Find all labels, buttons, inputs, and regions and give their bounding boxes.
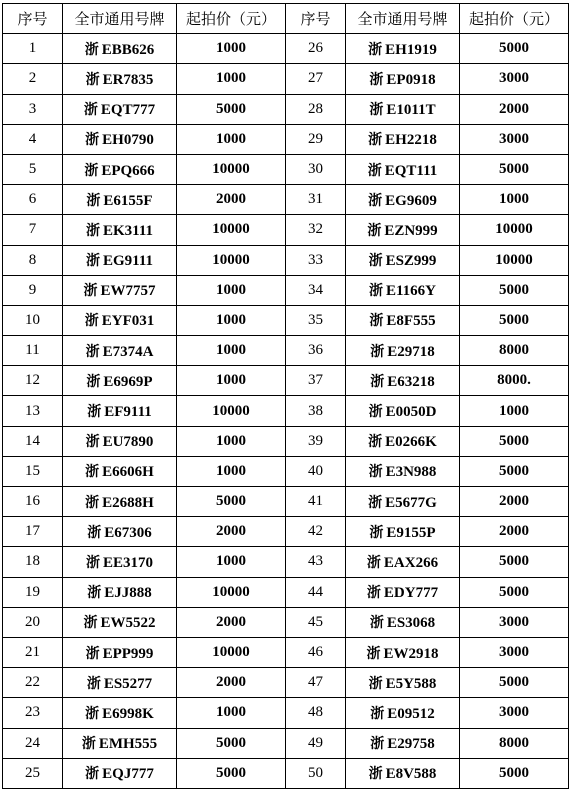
header-row — [3, 4, 569, 34]
starting-price-left: 1000 — [177, 547, 286, 577]
plate-number: EP0918 — [386, 71, 436, 88]
starting-price-right: 2000 — [460, 94, 569, 124]
table-row — [3, 637, 569, 667]
starting-price-left: 5000 — [177, 728, 286, 758]
plate-number: E3N988 — [385, 464, 437, 481]
starting-price-right: 2000 — [460, 517, 569, 547]
row-index-left: 9 — [3, 275, 63, 305]
plate-number: E8F555 — [386, 313, 436, 330]
table-row — [3, 275, 569, 305]
row-index-right: 48 — [286, 698, 346, 728]
table-row — [3, 426, 569, 456]
starting-price-left: 10000 — [177, 245, 286, 275]
starting-price-right: 8000 — [460, 728, 569, 758]
province-prefix: 浙 — [370, 736, 385, 753]
row-index-left: 23 — [3, 698, 63, 728]
table-row — [3, 456, 569, 486]
header-index-left: 序号 — [3, 4, 63, 34]
table-row — [3, 607, 569, 637]
starting-price-right: 1000 — [460, 185, 569, 215]
plate-cell-left — [63, 668, 177, 698]
plate-cell-right — [346, 668, 460, 698]
row-index-left: 2 — [3, 64, 63, 94]
table-row — [3, 305, 569, 335]
table-row — [3, 758, 569, 788]
starting-price-left: 1000 — [177, 366, 286, 396]
province-prefix: 浙 — [368, 404, 383, 421]
province-prefix: 浙 — [84, 41, 99, 58]
row-index-right: 37 — [286, 366, 346, 396]
starting-price-left: 1000 — [177, 34, 286, 64]
table-row — [3, 547, 569, 577]
plate-number: ES3068 — [386, 615, 436, 632]
province-prefix: 浙 — [86, 373, 101, 390]
plate-cell-left — [63, 215, 177, 245]
province-prefix: 浙 — [368, 132, 383, 149]
header-plate-left: 全市通用号牌 — [63, 4, 177, 34]
row-index-right: 49 — [286, 728, 346, 758]
plate-number: EH0790 — [102, 132, 154, 149]
plate-number: EQT777 — [100, 102, 156, 119]
starting-price-right: 1000 — [460, 396, 569, 426]
province-prefix: 浙 — [85, 494, 100, 511]
province-prefix: 浙 — [83, 102, 98, 119]
plate-cell-right — [346, 305, 460, 335]
plate-cell-right — [346, 396, 460, 426]
starting-price-right: 5000 — [460, 758, 569, 788]
plate-cell-right — [346, 336, 460, 366]
table-body — [3, 34, 569, 789]
row-index-left: 14 — [3, 426, 63, 456]
row-index-right: 31 — [286, 185, 346, 215]
row-index-left: 5 — [3, 154, 63, 184]
row-index-left: 12 — [3, 366, 63, 396]
starting-price-right: 5000 — [460, 456, 569, 486]
starting-price-right: 5000 — [460, 577, 569, 607]
plate-number: EQT111 — [384, 162, 438, 179]
row-index-right: 29 — [286, 124, 346, 154]
province-prefix: 浙 — [83, 615, 98, 632]
row-index-right: 34 — [286, 275, 346, 305]
plate-cell-left — [63, 34, 177, 64]
plate-number: EJJ888 — [104, 585, 152, 602]
row-index-right: 50 — [286, 758, 346, 788]
row-index-right: 28 — [286, 94, 346, 124]
row-index-left: 17 — [3, 517, 63, 547]
table-row — [3, 517, 569, 547]
starting-price-left: 1000 — [177, 64, 286, 94]
plate-number: EDY777 — [383, 585, 439, 602]
starting-price-right: 3000 — [460, 698, 569, 728]
starting-price-right: 3000 — [460, 607, 569, 637]
plate-number: EH1919 — [385, 41, 437, 58]
province-prefix: 浙 — [87, 585, 102, 602]
plate-cell-left — [63, 305, 177, 335]
province-prefix: 浙 — [85, 766, 100, 783]
row-index-right: 32 — [286, 215, 346, 245]
plate-number: E6606H — [102, 464, 154, 481]
plate-number: E1011T — [386, 102, 436, 119]
table-row — [3, 124, 569, 154]
table-row — [3, 668, 569, 698]
plate-cell-left — [63, 124, 177, 154]
row-index-right: 26 — [286, 34, 346, 64]
starting-price-right: 5000 — [460, 154, 569, 184]
plate-number: EPP999 — [102, 645, 154, 662]
province-prefix: 浙 — [368, 283, 383, 300]
starting-price-left: 1000 — [177, 426, 286, 456]
row-index-right: 46 — [286, 637, 346, 667]
plate-cell-left — [63, 517, 177, 547]
plate-cell-left — [63, 245, 177, 275]
province-prefix: 浙 — [85, 645, 100, 662]
province-prefix: 浙 — [86, 192, 101, 209]
province-prefix: 浙 — [85, 222, 100, 239]
row-index-left: 1 — [3, 34, 63, 64]
plate-cell-left — [63, 396, 177, 426]
plate-number: E5677G — [385, 494, 437, 511]
row-index-left: 11 — [3, 336, 63, 366]
row-index-left: 24 — [3, 728, 63, 758]
starting-price-right: 8000 — [460, 336, 569, 366]
province-prefix: 浙 — [85, 132, 100, 149]
row-index-right: 40 — [286, 456, 346, 486]
province-prefix: 浙 — [86, 675, 101, 692]
starting-price-right: 3000 — [460, 64, 569, 94]
row-index-right: 42 — [286, 517, 346, 547]
starting-price-left: 10000 — [177, 577, 286, 607]
starting-price-left: 1000 — [177, 124, 286, 154]
province-prefix: 浙 — [366, 645, 381, 662]
row-index-right: 35 — [286, 305, 346, 335]
table-row — [3, 487, 569, 517]
plate-cell-right — [346, 94, 460, 124]
row-index-left: 19 — [3, 577, 63, 607]
table-row — [3, 215, 569, 245]
plate-number: EPQ666 — [101, 162, 155, 179]
row-index-right: 45 — [286, 607, 346, 637]
plate-cell-right — [346, 547, 460, 577]
table-row — [3, 396, 569, 426]
province-prefix: 浙 — [369, 313, 384, 330]
plate-cell-right — [346, 34, 460, 64]
plate-cell-right — [346, 64, 460, 94]
plate-cell-left — [63, 154, 177, 184]
plate-cell-right — [346, 456, 460, 486]
plate-number: EQJ777 — [102, 766, 154, 783]
row-index-left: 21 — [3, 637, 63, 667]
starting-price-right: 5000 — [460, 668, 569, 698]
plate-cell-right — [346, 124, 460, 154]
starting-price-left: 1000 — [177, 305, 286, 335]
plate-cell-left — [63, 94, 177, 124]
plate-cell-left — [63, 758, 177, 788]
starting-price-right: 10000 — [460, 215, 569, 245]
row-index-left: 6 — [3, 185, 63, 215]
starting-price-right: 5000 — [460, 305, 569, 335]
plate-number: EF9111 — [104, 404, 152, 421]
province-prefix: 浙 — [87, 524, 102, 541]
province-prefix: 浙 — [369, 615, 384, 632]
starting-price-right: 8000. — [460, 366, 569, 396]
row-index-right: 38 — [286, 396, 346, 426]
starting-price-right: 2000 — [460, 487, 569, 517]
plate-number: EYF031 — [101, 313, 155, 330]
province-prefix: 浙 — [85, 343, 100, 360]
plate-cell-right — [346, 698, 460, 728]
table-row — [3, 577, 569, 607]
starting-price-left: 1000 — [177, 336, 286, 366]
table-row — [3, 366, 569, 396]
plate-cell-left — [63, 698, 177, 728]
province-prefix: 浙 — [368, 464, 383, 481]
plate-cell-left — [63, 185, 177, 215]
starting-price-right: 5000 — [460, 34, 569, 64]
table-row — [3, 34, 569, 64]
plate-cell-right — [346, 215, 460, 245]
starting-price-right: 5000 — [460, 275, 569, 305]
plate-cell-left — [63, 637, 177, 667]
province-prefix: 浙 — [368, 253, 383, 270]
table-row — [3, 698, 569, 728]
header-plate-right: 全市通用号牌 — [346, 4, 460, 34]
province-prefix: 浙 — [367, 162, 382, 179]
row-index-left: 8 — [3, 245, 63, 275]
starting-price-right: 10000 — [460, 245, 569, 275]
starting-price-left: 5000 — [177, 487, 286, 517]
table-row — [3, 154, 569, 184]
plate-cell-right — [346, 577, 460, 607]
table-row — [3, 64, 569, 94]
row-index-right: 30 — [286, 154, 346, 184]
row-index-left: 13 — [3, 396, 63, 426]
province-prefix: 浙 — [370, 705, 385, 722]
plate-number: EBB626 — [101, 41, 155, 58]
plate-cell-left — [63, 426, 177, 456]
plate-cell-left — [63, 607, 177, 637]
plate-cell-left — [63, 577, 177, 607]
province-prefix: 浙 — [368, 434, 383, 451]
plate-number: EK3111 — [102, 222, 154, 239]
row-index-left: 4 — [3, 124, 63, 154]
license-plate-auction-table — [2, 3, 569, 789]
plate-number: EG9111 — [102, 253, 154, 270]
row-index-left: 15 — [3, 456, 63, 486]
province-prefix: 浙 — [85, 71, 100, 88]
table-row — [3, 94, 569, 124]
plate-cell-right — [346, 185, 460, 215]
plate-cell-right — [346, 728, 460, 758]
plate-number: E6155F — [103, 192, 153, 209]
plate-cell-right — [346, 426, 460, 456]
plate-cell-right — [346, 487, 460, 517]
plate-number: E6998K — [102, 705, 154, 722]
plate-cell-left — [63, 487, 177, 517]
plate-number: E6969P — [103, 373, 153, 390]
starting-price-left: 2000 — [177, 607, 286, 637]
starting-price-left: 2000 — [177, 185, 286, 215]
province-prefix: 浙 — [85, 253, 100, 270]
starting-price-left: 10000 — [177, 637, 286, 667]
plate-cell-right — [346, 366, 460, 396]
plate-number: E5Y588 — [385, 675, 437, 692]
plate-cell-right — [346, 758, 460, 788]
row-index-left: 3 — [3, 94, 63, 124]
province-prefix: 浙 — [368, 675, 383, 692]
plate-number: E9155P — [386, 524, 436, 541]
plate-number: EW5522 — [100, 615, 156, 632]
plate-number: E67306 — [104, 524, 152, 541]
plate-number: EG9609 — [385, 192, 437, 209]
plate-number: E29758 — [387, 736, 435, 753]
province-prefix: 浙 — [85, 434, 100, 451]
province-prefix: 浙 — [366, 585, 381, 602]
plate-number: EW2918 — [383, 645, 439, 662]
header-price-left: 起拍价（元） — [177, 4, 286, 34]
plate-number: E7374A — [102, 343, 154, 360]
starting-price-left: 10000 — [177, 154, 286, 184]
table-row — [3, 728, 569, 758]
plate-number: EH2218 — [385, 132, 437, 149]
starting-price-left: 5000 — [177, 94, 286, 124]
province-prefix: 浙 — [368, 192, 383, 209]
plate-number: ES5277 — [103, 675, 153, 692]
province-prefix: 浙 — [370, 373, 385, 390]
plate-cell-left — [63, 366, 177, 396]
row-index-right: 44 — [286, 577, 346, 607]
plate-cell-right — [346, 245, 460, 275]
header-price-right: 起拍价（元） — [460, 4, 569, 34]
plate-number: E0266K — [385, 434, 437, 451]
plate-number: E8V588 — [385, 766, 437, 783]
province-prefix: 浙 — [85, 554, 100, 571]
row-index-left: 18 — [3, 547, 63, 577]
plate-cell-left — [63, 547, 177, 577]
plate-number: EE3170 — [102, 554, 153, 571]
row-index-right: 36 — [286, 336, 346, 366]
plate-number: EAX266 — [383, 554, 439, 571]
province-prefix: 浙 — [81, 736, 96, 753]
plate-cell-right — [346, 154, 460, 184]
table-row — [3, 245, 569, 275]
row-index-left: 16 — [3, 487, 63, 517]
row-index-right: 27 — [286, 64, 346, 94]
row-index-right: 43 — [286, 547, 346, 577]
province-prefix: 浙 — [366, 554, 381, 571]
plate-number: EW7757 — [100, 283, 156, 300]
row-index-right: 33 — [286, 245, 346, 275]
plate-number: ER7835 — [102, 71, 154, 88]
province-prefix: 浙 — [369, 71, 384, 88]
starting-price-left: 1000 — [177, 456, 286, 486]
plate-number: E2688H — [102, 494, 154, 511]
plate-number: EU7890 — [102, 434, 154, 451]
province-prefix: 浙 — [85, 705, 100, 722]
header-index-right: 序号 — [286, 4, 346, 34]
plate-cell-left — [63, 728, 177, 758]
province-prefix: 浙 — [84, 162, 99, 179]
starting-price-left: 10000 — [177, 215, 286, 245]
province-prefix: 浙 — [85, 464, 100, 481]
row-index-left: 7 — [3, 215, 63, 245]
plate-number: E63218 — [387, 373, 435, 390]
starting-price-left: 2000 — [177, 668, 286, 698]
plate-number: EMH555 — [98, 736, 158, 753]
plate-number: ESZ999 — [385, 253, 437, 270]
plate-cell-left — [63, 64, 177, 94]
plate-number: E29718 — [387, 343, 435, 360]
row-index-left: 10 — [3, 305, 63, 335]
row-index-right: 47 — [286, 668, 346, 698]
province-prefix: 浙 — [83, 283, 98, 300]
plate-number: E09512 — [387, 705, 435, 722]
plate-number: EZN999 — [384, 222, 438, 239]
province-prefix: 浙 — [84, 313, 99, 330]
starting-price-left: 5000 — [177, 758, 286, 788]
starting-price-left: 10000 — [177, 396, 286, 426]
starting-price-left: 2000 — [177, 517, 286, 547]
plate-number: E1166Y — [385, 283, 436, 300]
table-row — [3, 336, 569, 366]
starting-price-left: 1000 — [177, 698, 286, 728]
plate-cell-right — [346, 637, 460, 667]
plate-cell-right — [346, 517, 460, 547]
province-prefix: 浙 — [369, 524, 384, 541]
starting-price-left: 1000 — [177, 275, 286, 305]
row-index-right: 39 — [286, 426, 346, 456]
starting-price-right: 3000 — [460, 124, 569, 154]
province-prefix: 浙 — [368, 494, 383, 511]
plate-cell-left — [63, 456, 177, 486]
province-prefix: 浙 — [369, 102, 384, 119]
plate-cell-right — [346, 275, 460, 305]
starting-price-right: 5000 — [460, 547, 569, 577]
row-index-left: 25 — [3, 758, 63, 788]
province-prefix: 浙 — [367, 222, 382, 239]
plate-cell-left — [63, 336, 177, 366]
plate-cell-left — [63, 275, 177, 305]
province-prefix: 浙 — [87, 404, 102, 421]
row-index-left: 22 — [3, 668, 63, 698]
starting-price-right: 3000 — [460, 637, 569, 667]
row-index-left: 20 — [3, 607, 63, 637]
province-prefix: 浙 — [368, 41, 383, 58]
province-prefix: 浙 — [370, 343, 385, 360]
row-index-right: 41 — [286, 487, 346, 517]
province-prefix: 浙 — [368, 766, 383, 783]
plate-number: E0050D — [385, 404, 437, 421]
table-row — [3, 185, 569, 215]
starting-price-right: 5000 — [460, 426, 569, 456]
plate-cell-right — [346, 607, 460, 637]
